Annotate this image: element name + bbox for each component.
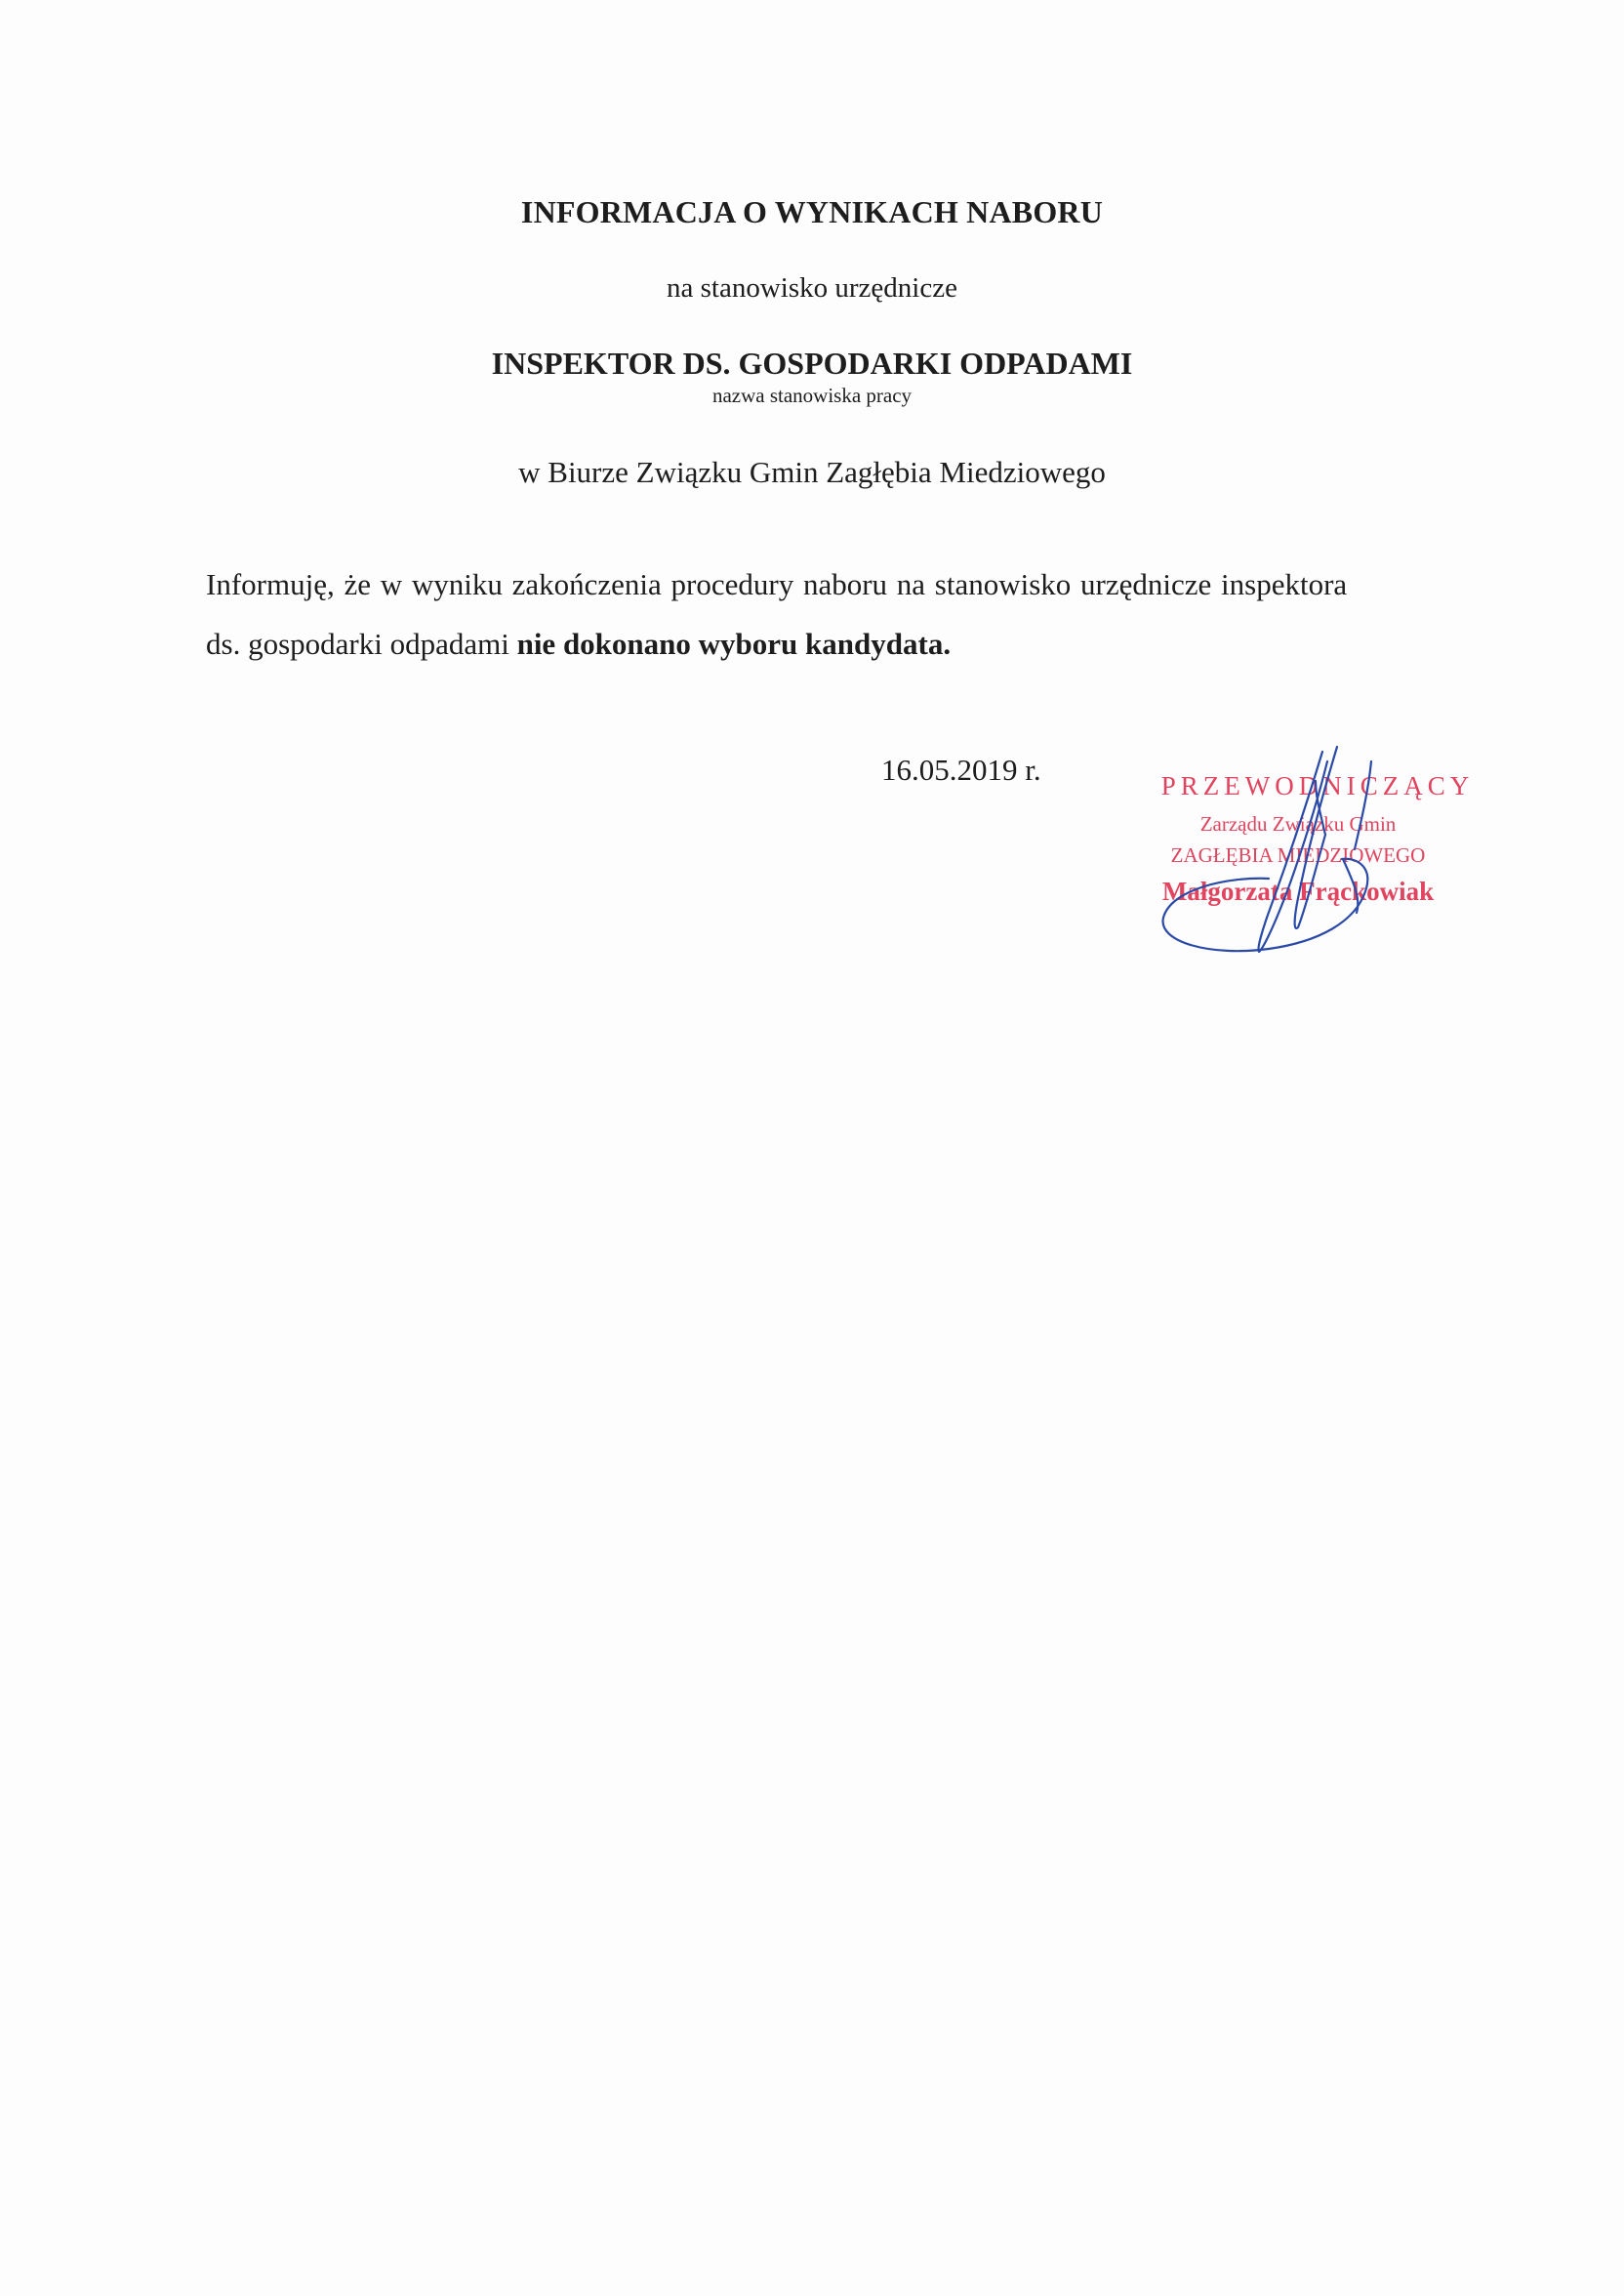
stamp-organization: Zarządu Związku Gmin: [1199, 812, 1397, 836]
handwritten-signature: [1152, 742, 1444, 966]
document-title: INFORMACJA O WYNIKACH NABORU: [520, 194, 1104, 229]
paragraph-line-2-bold: nie dokonano wyboru kandydata.: [516, 627, 952, 661]
office-name: w Biurze Związku Gmin Zagłębia Miedziowego: [518, 455, 1106, 489]
position-name: INSPEKTOR DS. GOSPODARKI ODPADAMI: [491, 346, 1133, 381]
document-subtitle: na stanowisko urzędnicze: [667, 272, 957, 304]
paragraph-line-2: [206, 627, 1445, 662]
paragraph-line-1: Informuję, że w wyniku zakończenia procedury naboru na stanowisko urzędnicze inspektora: [206, 567, 1348, 601]
stamp-role: PRZEWODNICZĄCY: [1160, 771, 1475, 800]
paragraph-line-2-text: ds. gospodarki odpadami: [206, 627, 517, 661]
document-date: 16.05.2019 r.: [881, 753, 1041, 787]
position-caption: nazwa stanowiska pracy: [711, 384, 913, 407]
stamp-person-name: Małgorzata Frąckowiak: [1161, 877, 1435, 906]
stamp-region: ZAGŁĘBIA MIEDZIOWEGO: [1170, 843, 1426, 867]
